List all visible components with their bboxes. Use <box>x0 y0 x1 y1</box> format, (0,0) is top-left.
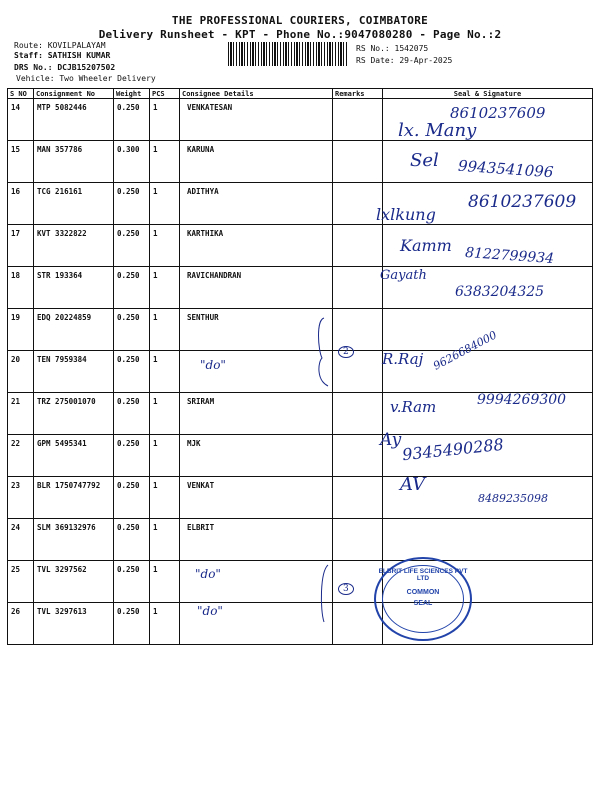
handwritten-phone: 8610237609 <box>468 192 577 212</box>
table-row <box>8 561 593 603</box>
handwritten-phone: 9994269300 <box>477 392 567 408</box>
handwritten-phone: 9345490288 <box>401 434 505 465</box>
signature: v.Ram <box>390 398 437 416</box>
cell-remarks <box>333 99 383 141</box>
cell-weight: 0.250 <box>114 351 150 393</box>
cell-consignment: TRZ 275001070 <box>34 393 114 435</box>
remark-circle: 2 <box>338 346 354 358</box>
signature: Gayath <box>380 268 427 283</box>
cell-sno: 16 <box>8 183 34 225</box>
cell-consignment: MAN 357786 <box>34 141 114 183</box>
cell-consignment: BLR 1750747792 <box>34 477 114 519</box>
cell-consignee: KARUNA <box>180 141 333 183</box>
cell-weight: 0.250 <box>114 477 150 519</box>
company-title: THE PROFESSIONAL COURIERS, COIMBATORE <box>171 14 429 27</box>
seal-line2: SEAL <box>413 600 433 607</box>
cell-weight: 0.300 <box>114 141 150 183</box>
cell-weight: 0.250 <box>114 519 150 561</box>
cell-pcs: 1 <box>150 477 180 519</box>
cell-sno: 21 <box>8 393 34 435</box>
signature: R.Raj <box>382 350 424 368</box>
cell-pcs: 1 <box>150 393 180 435</box>
cell-remarks <box>333 267 383 309</box>
table-header-row <box>8 89 593 99</box>
col-consignee: Consignee Details <box>180 89 333 99</box>
cell-pcs: 1 <box>150 141 180 183</box>
handwritten-phone: 9626684000 <box>431 328 499 373</box>
cell-weight: 0.250 <box>114 99 150 141</box>
cell-pcs: 1 <box>150 225 180 267</box>
cell-remarks <box>333 141 383 183</box>
cell-consignee: ADITHYA <box>180 183 333 225</box>
remark-circle: 3 <box>338 583 354 595</box>
cell-pcs: 1 <box>150 561 180 603</box>
cell-consignment: TCG 216161 <box>34 183 114 225</box>
table-row <box>8 519 593 561</box>
cell-consignment: KVT 3322822 <box>34 225 114 267</box>
vehicle-text: Vehicle: Two Wheeler Delivery <box>16 74 156 83</box>
cell-sno: 26 <box>8 603 34 645</box>
table-row <box>8 603 593 645</box>
cell-weight: 0.250 <box>114 561 150 603</box>
cell-weight: 0.250 <box>114 183 150 225</box>
cell-weight: 0.250 <box>114 435 150 477</box>
cell-pcs: 1 <box>150 603 180 645</box>
runsheet-subtitle: Delivery Runsheet - KPT - Phone No.:9047080280 - Page No.:2 <box>98 28 502 41</box>
col-remarks: Remarks <box>333 89 383 99</box>
cell-pcs: 1 <box>150 99 180 141</box>
signature: Ay <box>380 430 402 450</box>
cell-consignee: KARTHIKA <box>180 225 333 267</box>
barcode <box>228 42 348 66</box>
cell-sno: 15 <box>8 141 34 183</box>
handwritten-phone: 9943541096 <box>457 156 554 182</box>
handwritten-phone: 8122799934 <box>464 244 555 268</box>
drs-text: DRS No.: DCJB15207502 <box>14 63 116 72</box>
col-seal-signature: Seal & Signature <box>383 89 593 99</box>
cell-consignee: MJK <box>180 435 333 477</box>
cell-remarks <box>333 183 383 225</box>
signature: lx. Many <box>398 120 477 141</box>
handwritten-phone: 8610237609 <box>450 104 546 122</box>
cell-pcs: 1 <box>150 309 180 351</box>
cell-sno: 23 <box>8 477 34 519</box>
handwritten-phone: 8489235098 <box>478 492 548 505</box>
handwritten-phone: 6383204325 <box>455 284 545 300</box>
table-row <box>8 309 593 351</box>
cell-sno: 20 <box>8 351 34 393</box>
cell-pcs: 1 <box>150 183 180 225</box>
ditto-mark: "do" <box>195 567 221 581</box>
col-sno: S NO <box>8 89 34 99</box>
cell-consignee: SENTHUR <box>180 309 333 351</box>
cell-consignee: SRIRAM <box>180 393 333 435</box>
cell-consignment: MTP 5082446 <box>34 99 114 141</box>
rs-number: RS No.: 1542075 <box>356 44 429 53</box>
seal-outer-text: ELBRIT LIFE SCIENCES PVT LTD <box>378 568 468 582</box>
col-pcs: PCS <box>150 89 180 99</box>
seal-line1: COMMON <box>406 589 440 596</box>
table-row <box>8 435 593 477</box>
cell-pcs: 1 <box>150 351 180 393</box>
cell-consignee: VENKATESAN <box>180 99 333 141</box>
cell-consignment: TVL 3297562 <box>34 561 114 603</box>
cell-sno: 24 <box>8 519 34 561</box>
cell-consignment: SLM 369132976 <box>34 519 114 561</box>
signature: Sel <box>410 150 439 171</box>
cell-sno: 25 <box>8 561 34 603</box>
cell-consignment: STR 193364 <box>34 267 114 309</box>
cell-consignee: RAVICHANDRAN <box>180 267 333 309</box>
signature: lxlkung <box>376 205 436 224</box>
bracket-marks <box>310 310 350 630</box>
col-consignment: Consignment No <box>34 89 114 99</box>
cell-consignee: VENKAT <box>180 477 333 519</box>
cell-consignee: ELBRIT <box>180 519 333 561</box>
cell-sno: 19 <box>8 309 34 351</box>
cell-signature <box>383 519 593 561</box>
cell-weight: 0.250 <box>114 309 150 351</box>
common-seal <box>374 557 472 641</box>
cell-weight: 0.250 <box>114 393 150 435</box>
cell-sno: 22 <box>8 435 34 477</box>
cell-pcs: 1 <box>150 267 180 309</box>
staff-text: Staff: SATHISH KUMAR <box>14 51 111 60</box>
cell-weight: 0.250 <box>114 225 150 267</box>
cell-weight: 0.250 <box>114 267 150 309</box>
cell-consignment: TEN 7959384 <box>34 351 114 393</box>
cell-sno: 18 <box>8 267 34 309</box>
cell-weight: 0.250 <box>114 603 150 645</box>
ditto-mark: "do" <box>197 604 223 618</box>
route-text: Route: KOVILPALAYAM <box>14 41 106 50</box>
cell-consignment: GPM 5495341 <box>34 435 114 477</box>
table-row <box>8 351 593 393</box>
rs-date: RS Date: 29-Apr-2025 <box>356 56 453 65</box>
cell-sno: 14 <box>8 99 34 141</box>
ditto-mark: "do" <box>200 358 226 372</box>
col-weight: Weight <box>114 89 150 99</box>
cell-pcs: 1 <box>150 519 180 561</box>
cell-remarks <box>333 225 383 267</box>
cell-consignment: TVL 3297613 <box>34 603 114 645</box>
cell-sno: 17 <box>8 225 34 267</box>
signature: Kamm <box>400 236 452 255</box>
cell-consignment: EDQ 20224859 <box>34 309 114 351</box>
signature: AV <box>400 474 426 495</box>
cell-pcs: 1 <box>150 435 180 477</box>
